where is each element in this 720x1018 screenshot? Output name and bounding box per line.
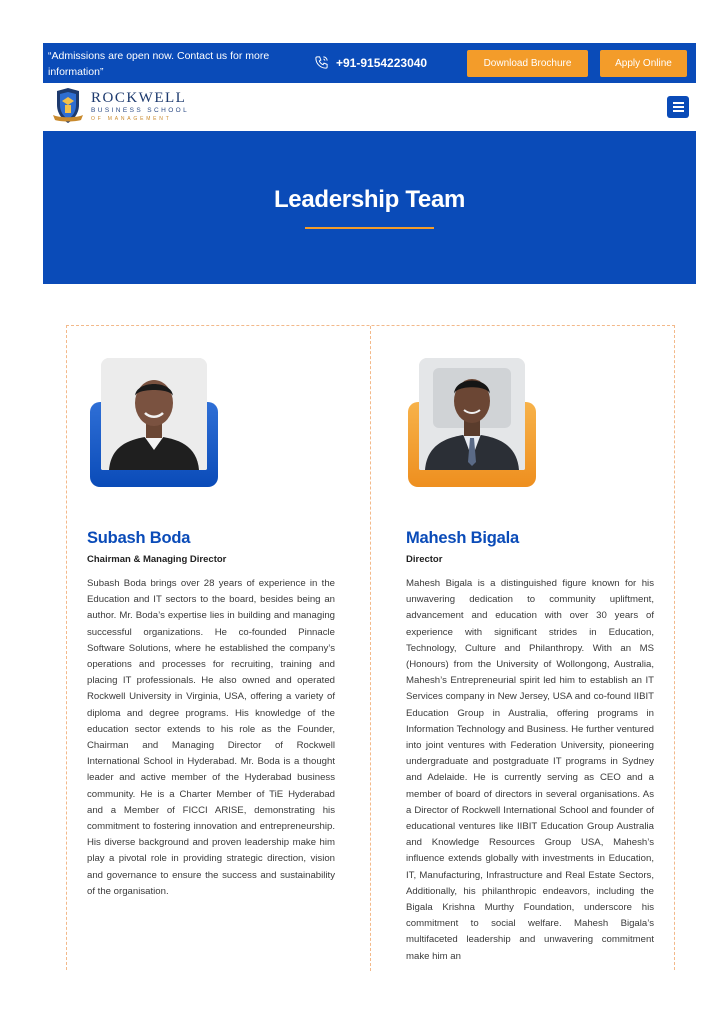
leader-role: Chairman & Managing Director [87,554,227,565]
phone-link[interactable] [314,55,427,70]
logo-name: ROCKWELL [91,89,187,106]
leader-photo [101,358,207,470]
site-header [43,83,696,131]
download-brochure-button[interactable]: Download Brochure [467,50,588,77]
leader-card [87,326,335,900]
hamburger-menu-icon[interactable] [667,96,689,118]
leader-bio: Mahesh Bigala is a distinguished figure known for his unwavering dedication to community upliftment, advancement and education with over 30 years of experience with significant strides in Education, Technology, Culture and Philanthropy. With an MS (Honours) from the University of Wollongong, Australia, Mahesh’s Entrepreneurial spirit led him to establish an IT Services company in New Jersey, USA and co-found IIBIT Education Group in Australia, offering programs in Information Technology and Business. He further ventured into joint ventures with Federation University, pioneering undergraduate and postgraduate IT programs in Sydney and Adelaide. He is currently serving as CEO and a member of board of directors in several organisations. As a Director of Rockwell International School and founder of educational ventures like IIBIT Education Group Australia and Knowledge Resources Group USA, Mahesh’s influence extends globally with investments in Education, IT, Manufacturing, Infrastructure and Real Estate Sectors, Additionally, his philanthropic endeavors, including the Bigala Krishna Murthy Foundation, underscore his commitment to social welfare. Mahesh Bigala’s multifaceted leadership and unwavering commitment make him an [406,578,654,962]
leader-role: Director [406,554,443,565]
admissions-notice: “Admissions are open now. Contact us for more information” [48,50,270,78]
leader-photo-frame [408,358,536,487]
leader-photo [419,358,525,470]
school-logo[interactable] [51,87,189,125]
apply-online-button[interactable]: Apply Online [600,50,687,77]
title-underline [305,227,434,229]
page-title: Leadership Team [273,186,466,213]
crest-logo-icon [51,87,85,125]
top-announcement-bar [43,43,696,83]
leader-name: Mahesh Bigala [406,529,519,547]
leader-card [406,326,654,965]
leader-bio: Subash Boda brings over 28 years of experience in the Education and IT sectors to the board, besides being an author. Mr. Boda’s expertise lies in building and managing successful organizations. He co-founded Pinnacle Software Solutions, where he established the company’s operations and processes for recruiting, training and placing IT professionals. He also owned and operated Rockwell University in Virginia, USA, offering a variety of diploma and degree programs. His knowledge of the education sector extends to his role as the Founder, Chairman and Managing Director of Rockwell International School in Hyderabad. Mr. Boda is a thought leader and active member of the Hyderabad business community. He is a Charter Member of TiE Hyderabad and a Member of FICCI ARISE, demonstrating his commitment to fostering innovation and entrepreneurship. His diverse background and proven leadership make him play a pivotal role in providing strategic direction, vision and governance to ensure the success and sustainability of the organisation. [87,578,335,897]
person-portrait-icon [101,358,207,470]
person-portrait-icon [419,358,525,470]
page-hero [43,131,696,284]
phone-number: +91-9154223040 [336,55,428,70]
column-divider [370,326,371,971]
leadership-grid [66,325,675,970]
logo-tagline: OF MANAGEMENT [91,115,172,122]
phone-icon [314,55,329,70]
leader-photo-frame [90,358,218,487]
leader-name: Subash Boda [87,529,191,547]
logo-subtitle: BUSINESS SCHOOL [91,106,190,114]
